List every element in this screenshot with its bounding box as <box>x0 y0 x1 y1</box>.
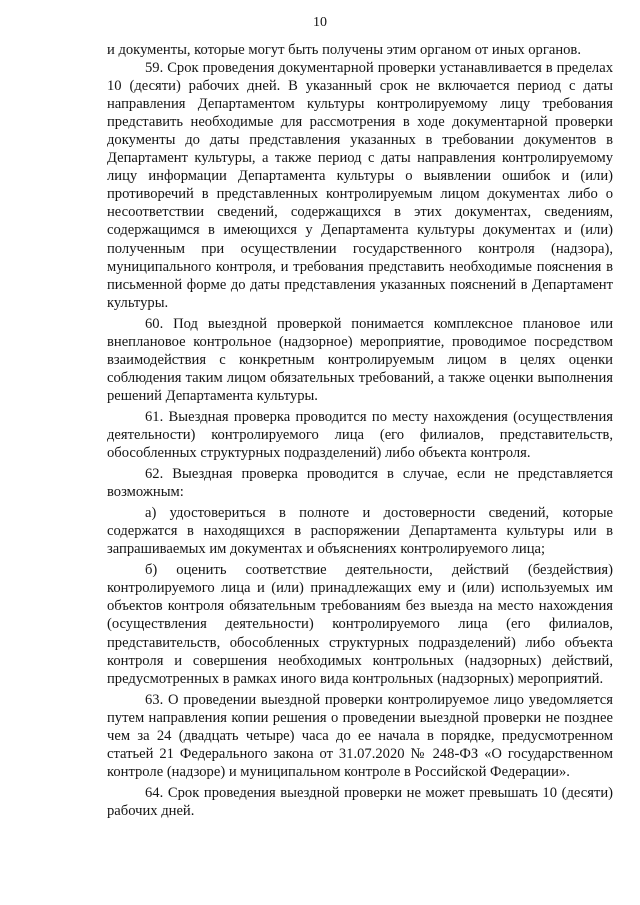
document-body <box>107 41 613 820</box>
paragraph-60: 60. Под выездной проверкой понимается комплексное плановое или внеплановое контрольное (надзорное) мероприятие, проводимое посредством взаимодействия с конкретным контролируемым лицом в целях оценки соблюдения таким лицом обязательных требований, а также оценки выполнения решений Департамента культуры. <box>107 315 613 404</box>
paragraph-59: 59. Срок проведения документарной проверки устанавливается в пределах 10 (десяти) рабочих дней. В указанный срок не включается период с даты направления Департаментом культуры контролируемому лицу требования представить необходимые для рассмотрения в ходе документарной проверки документы до даты представления указанных в требовании документов в Департамент культуры, а также период с даты направления контролируемому лицу информации Департамента культуры о выявлении ошибок и (или) противоречий в представленных контролируемым лицом документах либо о несоответствии сведений, содержащихся в этих документах, сведениям, содержащимся в имеющихся у Департамента культуры документах и (или) полученным при осуществлении государственного контроля (надзора), муниципального контроля, и требования представить необходимые пояснения в письменной форме до даты представления указанных пояснений в Департамент культуры. <box>107 60 613 311</box>
paragraph-62-b: б) оценить соответствие деятельности, действий (бездействия) контролируемого лица и (или) принадлежащих ему и (или) используемых им объектов контроля обязательным требованиям без выезда на место нахождения (осуществления деятельности) контролируемого лица (его филиалов, представительств, обособленных структурных подразделений) либо объекта контроля и совершения необходимых контрольных (надзорных) действий, предусмотренных в рамках иного вида контрольных (надзорных) мероприятий. <box>107 562 613 687</box>
paragraph-62: 62. Выездная проверка проводится в случае, если не представляется возможным: <box>107 466 613 501</box>
paragraph-64: 64. Срок проведения выездной проверки не может превышать 10 (десяти) рабочих дней. <box>107 784 613 819</box>
paragraph-62-a: а) удостовериться в полноте и достоверности сведений, которые содержатся в находящихся в распоряжении Департамента культуры или в запрашиваемых им документах и объяснениях контролируемого лица; <box>107 505 613 558</box>
page-number: 10 <box>313 15 327 30</box>
paragraph-63: 63. О проведении выездной проверки контролируемое лицо уведомляется путем направления копии решения о проведении выездной проверки не позднее чем за 24 (двадцать четыре) часа до ее начала в порядке, предусмотренном статьей 21 Федерального закона от 31.07.2020 № 248-ФЗ «О государственном контроле (надзоре) и муниципальном контроле в Российской Федерации». <box>107 691 613 780</box>
paragraph-carryover: и документы, которые могут быть получены этим органом от иных органов. <box>107 42 581 58</box>
paragraph-61: 61. Выездная проверка проводится по месту нахождения (осуществления деятельности) контролируемого лица (его филиалов, представительств, обособленных структурных подразделений) либо объекта контроля. <box>107 408 613 462</box>
